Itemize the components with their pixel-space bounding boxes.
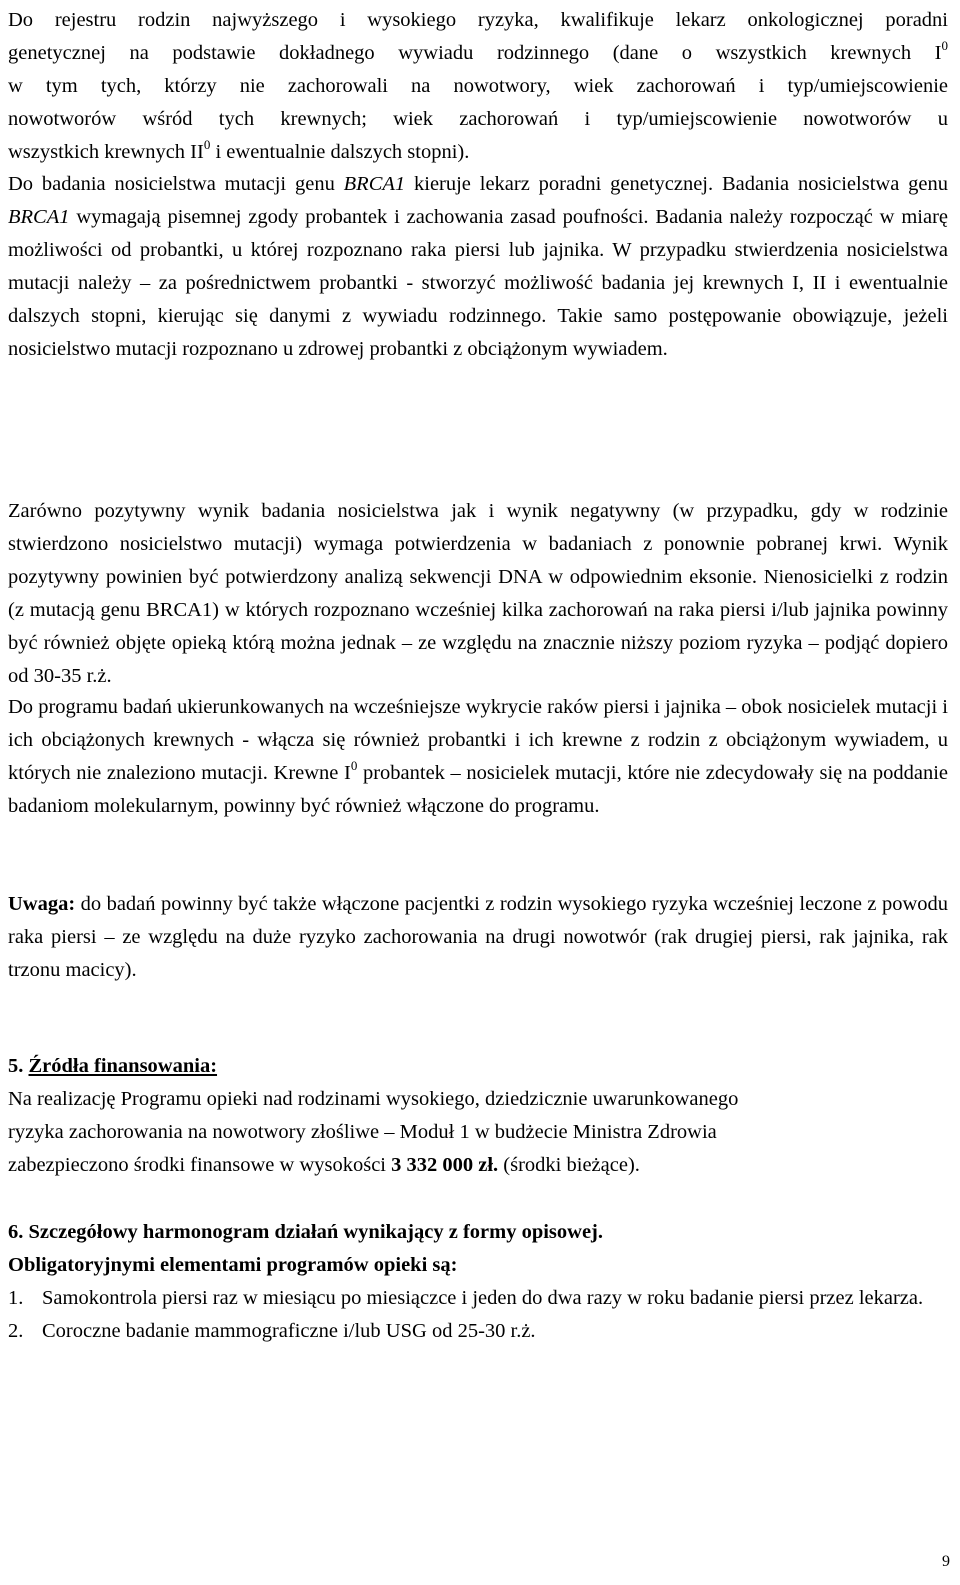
paragraph-note (8, 888, 948, 987)
list-item (8, 1315, 948, 1348)
gene-name: BRCA1 (343, 173, 406, 195)
program-inclusion-text (8, 691, 948, 823)
list-item-text: Samokontrola piersi raz w miesiącu po miesiączce i jeden do dwa razy w roku badanie piersi przez lekarza. (42, 1287, 924, 1309)
funding-text (8, 1083, 948, 1182)
paragraph-brca1-testing (8, 168, 948, 366)
degree-superscript: 0 (203, 137, 211, 152)
registry-line-3: w tym tych, którzy nie zachorowali na nowotwory, wiek zachorowań i typ/umiejscowienie (8, 75, 948, 97)
test-results-text: Zarówno pozytywny wynik badania nosicielstwa jak i wynik negatywny (w przypadku, gdy w rodzinie stwierdzono nosicielstwo mutacji) wymaga potwierdzenia w badaniach z ponownie pobranej krwi. Wynik pozytywny powinien być potwierdzony analizą sekwencji DNA w odpowiednim eksonie. Nienosicielki z rodzin (z mutacją genu BRCA1) w których rozpoznano wcześniej kilka zachorowań na raka piersi i/lub jajnika powinny być również objęte opieką którą można jednak – ze względu na znacznie niższy poziom ryzyka – podjąć dopiero od 30-35 r.ż. (8, 500, 948, 687)
section-schedule (8, 1216, 948, 1348)
funding-heading-number: 5. (8, 1055, 29, 1077)
paragraph-registry (8, 4, 948, 169)
funding-amount: 3 332 000 zł. (391, 1154, 499, 1176)
gene-name: BRCA1 (8, 206, 70, 228)
brca1-text-a: Do badania nosicielstwa mutacji genu (8, 173, 344, 195)
degree-superscript: 0 (941, 38, 948, 53)
paragraph-program-inclusion (8, 691, 948, 823)
list-item-text: Coroczne badanie mammograficzne i/lub USG od 25-30 r.ż. (42, 1320, 536, 1342)
degree-superscript: 0 (350, 758, 358, 773)
brca1-text-c: wymagają pisemnej zgody probantek i zachowania zasad poufności. Badania należy rozpocząć w miarę możliwości od probantki, u której rozpoznano raka piersi lub jajnika. W przypadku stwierdzenia nosicielstwa mutacji należy – za pośrednictwem probantki - stworzyć możliwość badania jej krewnych I, II i ewentualnie dalszych stopni, kierując się danymi z wywiadu rodzinnego. Takie samo postępowanie obowiązuje, jeżeli nosicielstwo mutacji rozpoznano u zdrowej probantki z obciążonym wywiadem. (8, 206, 948, 360)
page-number: 9 (942, 1553, 950, 1570)
funding-heading-text: Źródła finansowania: (28, 1055, 218, 1077)
brca1-testing-text (8, 168, 948, 366)
list-item (8, 1282, 948, 1315)
registry-line-2 (8, 37, 948, 70)
registry-line-4: nowotworów wśród tych krewnych; wiek zachorowań i typ/umiejscowienie nowotworów u (8, 108, 948, 130)
note-body: do badań powinny być także włączone pacjentki z rodzin wysokiego ryzyka wcześniej leczone z powodu raka piersi – ze względu na duże ryzyko zachorowania na drugi nowotwór (rak drugiej piersi, rak jajnika, rak trzonu macicy). (8, 893, 948, 981)
registry-line-5 (8, 136, 948, 169)
section-funding (8, 1050, 948, 1182)
note-label: Uwaga: (8, 893, 76, 915)
schedule-heading: 6. Szczegółowy harmonogram działań wynikający z formy opisowej. (8, 1221, 604, 1243)
registry-line-5-tail: i ewentualnie dalszych stopni). (210, 141, 470, 163)
funding-text-b: (środki bieżące). (498, 1154, 640, 1176)
registry-line-5-text: wszystkich krewnych II (8, 141, 204, 163)
funding-text-a: Na realizację Programu opieki nad rodzinami wysokiego, dziedzicznie uwarunkowanego ryzyka zachorowania na nowotwory złośliwe – Moduł 1 w budżecie Ministra Zdrowia zabezpieczono środki finansowe w wysokości (8, 1088, 739, 1176)
funding-heading (8, 1050, 948, 1083)
program-inclusion-b: probantek – nosicielek mutacji, które nie zdecydowały się na poddanie badaniom molekularnym, powinny być również włączone do programu. (8, 762, 948, 817)
schedule-subheading: Obligatoryjnymi elementami programów opieki są: (8, 1254, 458, 1276)
note-text (8, 888, 948, 987)
brca1-text-b: kieruje lekarz poradni genetycznej. Badania nosicielstwa genu (405, 173, 948, 195)
list-item-number: 2. (8, 1320, 24, 1342)
list-item-number: 1. (8, 1287, 24, 1309)
paragraph-test-results (8, 495, 948, 693)
registry-line-1: Do rejestru rodzin najwyższego i wysokiego ryzyka, kwalifikuje lekarz onkologicznej poradni (8, 9, 948, 31)
program-inclusion-a: Do programu badań ukierunkowanych na wcześniejsze wykrycie raków piersi i jajnika – obok nosicielek mutacji i ich obciążonych krewnych - włącza się również probantki i ich krewne z rodzin z obciążonym wywiadem, u których nie znaleziono mutacji. Krewne I (8, 696, 948, 784)
registry-line-2-text: genetycznej na podstawie dokładnego wywiadu rodzinnego (dane o wszystkich krewnych I (8, 42, 942, 64)
